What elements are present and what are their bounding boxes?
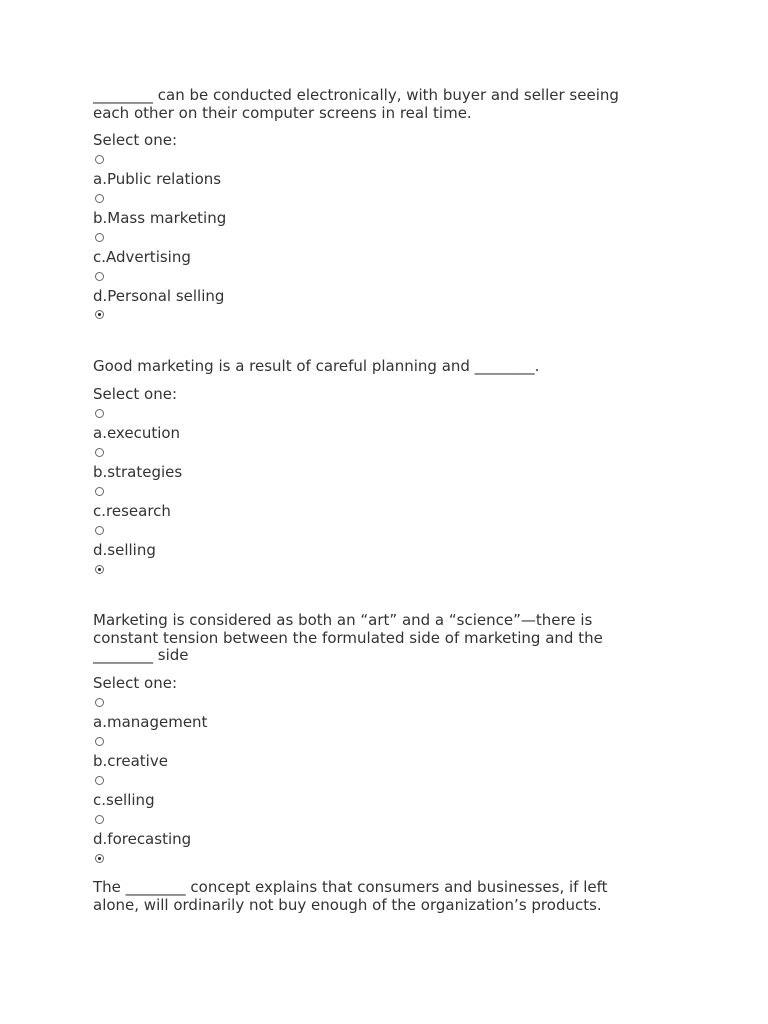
question-3-select-label: Select one: bbox=[93, 674, 178, 692]
question-3-text: Marketing is considered as both an “art” and a “science”—there is constant tension between the formulated side of marketing and the ________ side bbox=[93, 611, 603, 664]
question-1-option-b-label[interactable]: b.Mass marketing bbox=[93, 209, 227, 227]
question-1-option-c-label[interactable]: c.Advertising bbox=[93, 248, 191, 266]
question-1-option-d-label[interactable]: d.Personal selling bbox=[93, 287, 225, 305]
question-1-option-a-label[interactable]: a.Public relations bbox=[93, 170, 222, 188]
question-1-option-d-radio[interactable] bbox=[95, 272, 104, 281]
question-1-select-label: Select one: bbox=[93, 131, 178, 149]
question-2-option-c-label[interactable]: c.research bbox=[93, 502, 171, 520]
question-2-option-a-radio[interactable] bbox=[95, 409, 104, 418]
question-2-option-d-label[interactable]: d.selling bbox=[93, 541, 156, 559]
question-3-option-a-radio[interactable] bbox=[95, 698, 104, 707]
question-2-option-a-label[interactable]: a.execution bbox=[93, 424, 181, 442]
question-1-option-a-radio[interactable] bbox=[95, 155, 104, 164]
question-3 bbox=[93, 611, 653, 848]
question-3-option-c-radio[interactable] bbox=[95, 776, 104, 785]
question-3-option-c-label[interactable]: c.selling bbox=[93, 791, 155, 809]
question-2-option-d-radio[interactable] bbox=[95, 526, 104, 535]
question-3-option-b-radio[interactable] bbox=[95, 737, 104, 746]
question-2-option-c-radio[interactable] bbox=[95, 487, 104, 496]
question-1-option-c-radio[interactable] bbox=[95, 233, 104, 242]
question-2-select-label: Select one: bbox=[93, 385, 178, 403]
question-1 bbox=[93, 86, 653, 305]
question-3-option-b-label[interactable]: b.creative bbox=[93, 752, 168, 770]
question-2 bbox=[93, 357, 653, 559]
question-4 bbox=[93, 879, 653, 914]
question-3-extra-radio-selected[interactable] bbox=[95, 854, 104, 863]
question-1-text: ________ can be conducted electronically, with buyer and seller seeing each other on their computer screens in real time. bbox=[93, 86, 619, 122]
question-2-extra-radio-selected[interactable] bbox=[95, 565, 104, 574]
question-1-extra-radio-selected[interactable] bbox=[95, 310, 104, 319]
question-3-option-d-label[interactable]: d.forecasting bbox=[93, 830, 192, 848]
question-2-text: Good marketing is a result of careful planning and ________. bbox=[93, 357, 540, 375]
question-3-option-d-radio[interactable] bbox=[95, 815, 104, 824]
question-2-option-b-radio[interactable] bbox=[95, 448, 104, 457]
question-2-option-b-label[interactable]: b.strategies bbox=[93, 463, 183, 481]
question-1-option-b-radio[interactable] bbox=[95, 194, 104, 203]
question-3-option-a-label[interactable]: a.management bbox=[93, 713, 208, 731]
question-4-text: The ________ concept explains that consumers and businesses, if left alone, will ordinarily not buy enough of the organization’s products. bbox=[93, 878, 608, 914]
